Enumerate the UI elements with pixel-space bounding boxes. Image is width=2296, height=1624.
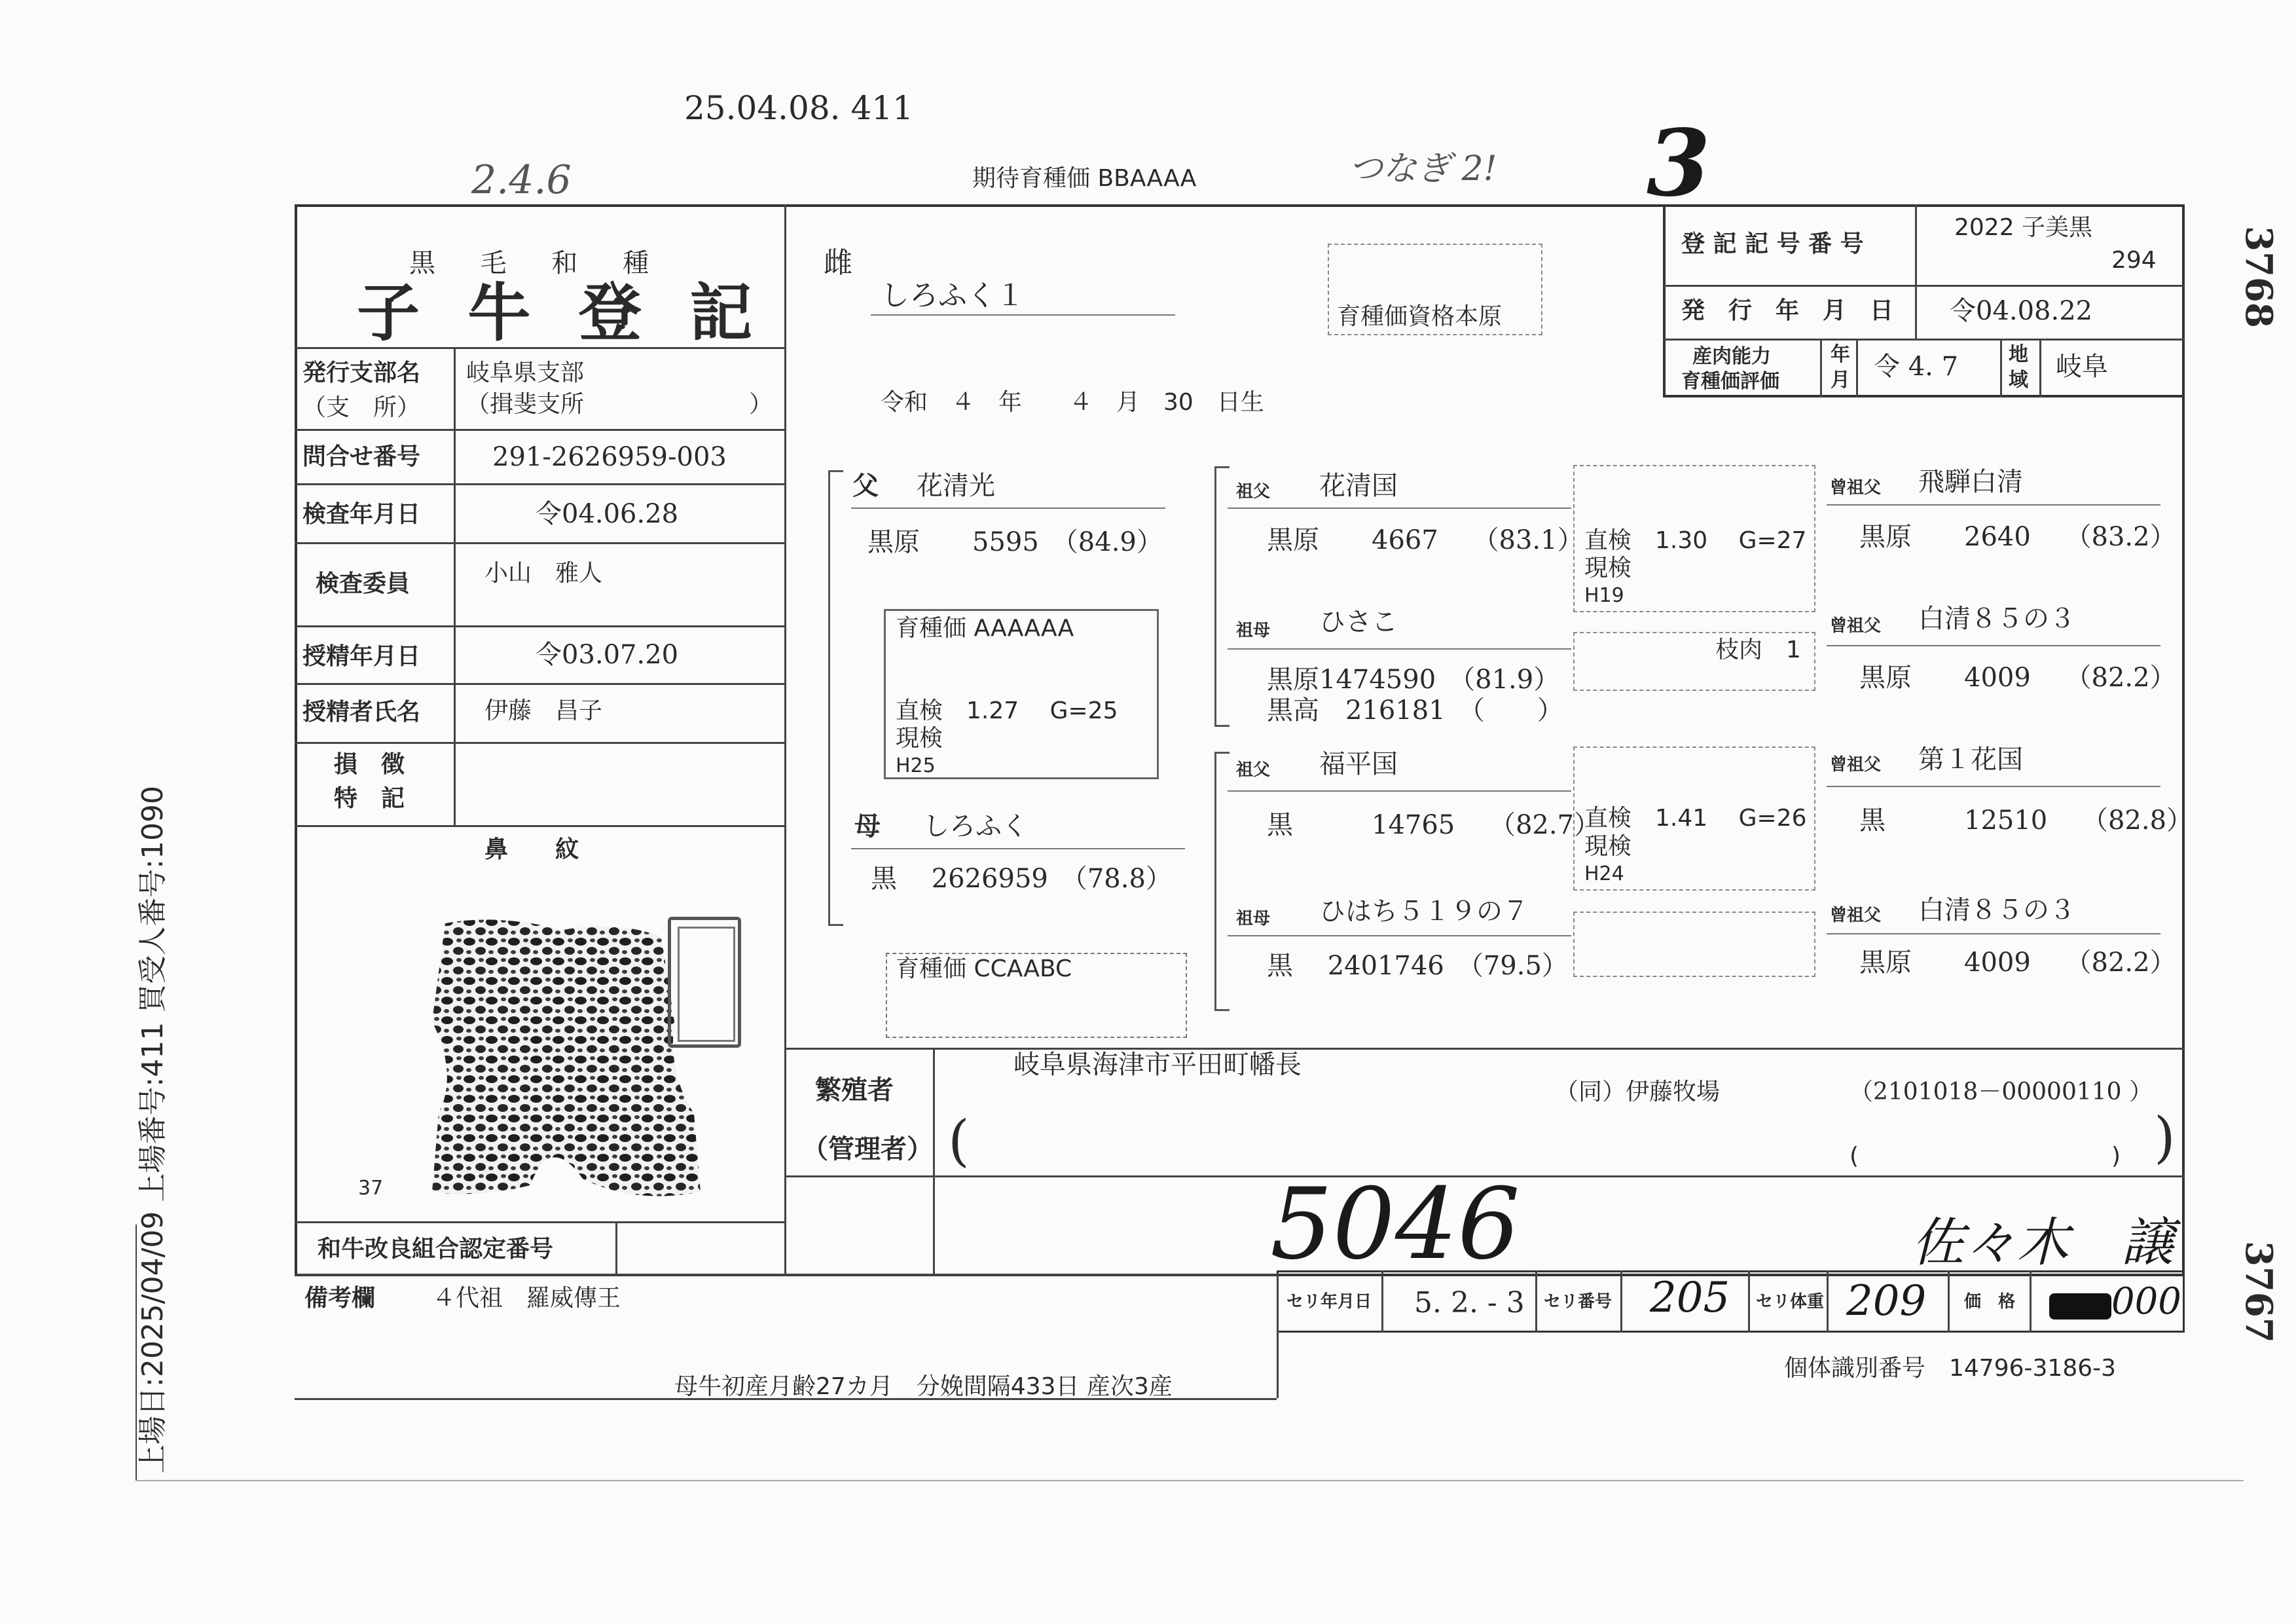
great-grandsire-2-registration: 黒原 4009 （82.2） (1859, 663, 2176, 693)
manager-label: （管理者） (802, 1134, 933, 1164)
handwritten-number: 3 (1647, 110, 1711, 217)
grandsire-1-label: 祖父 (1236, 482, 1271, 502)
defect-label: 損 徴 (334, 751, 405, 778)
official-seal (668, 917, 741, 1048)
issuer-label: 発行支部名 (302, 360, 421, 386)
handwritten-lot-number: 5046 (1270, 1168, 1520, 1282)
region-label-sub: 域 (2009, 369, 2028, 392)
great-grandsire-2-name: 白清８５の３ (1918, 604, 2075, 634)
calf-sex: 雌 (824, 246, 852, 280)
defect-label-sub: 特 記 (334, 785, 405, 812)
breeder-farm: （同）伊藤牧場 (1555, 1079, 1721, 1105)
great-grandsire-1-registration: 黒原 2640 （83.2） (1859, 522, 2176, 552)
registration-number-value: 294 (2111, 247, 2157, 274)
union-label: 和牛改良組合認定番号 (318, 1236, 554, 1263)
birth-date: 令和 ４ 年 ４ 月 30 日生 (881, 389, 1264, 416)
inner-open-parenthesis: ( (1850, 1143, 1859, 1170)
qualification-label: 育種価資格本原 (1337, 303, 1503, 330)
granddam-2-label: 祖母 (1236, 909, 1271, 929)
breeder-label: 繁殖者 (815, 1075, 894, 1105)
granddam-2-registration: 黒 2401746 （79.5） (1267, 951, 1568, 981)
inquiry-number: 291-2626959-003 (492, 442, 727, 472)
handwritten-note-mid: つなぎ 2! (1349, 149, 1497, 189)
auction-row (1277, 1270, 2185, 1333)
inspector-name: 小山 雅人 (484, 560, 603, 587)
registration-number-series: 2022 子美黒 (1954, 214, 2093, 241)
grandsire-2-registration: 黒 14765 （82.7） (1267, 810, 1601, 840)
grandsire-2-direct-check: 直検 1.41 G=26 (1584, 805, 1807, 832)
grandsire-1-direct-check: 直検 1.30 G=27 (1584, 527, 1807, 554)
meat-ability-label-sub: 育種価評価 (1681, 370, 1779, 393)
region-label: 地 (2009, 343, 2028, 366)
inspection-date-label: 検査年月日 (302, 501, 421, 528)
handwritten-buyer-name: 佐々木 譲 (1912, 1212, 2174, 1273)
registration-number-label: 登 記 記 号 番 号 (1681, 231, 1864, 257)
sire-direct-check: 直検 1.27 G=25 (896, 697, 1118, 724)
great-grandsire-4-registration: 黒原 4009 （82.2） (1859, 948, 2176, 978)
dam-label: 母 (854, 811, 881, 841)
eval-month-label: 月 (1831, 369, 1850, 392)
inquiry-label: 問合せ番号 (302, 443, 421, 470)
close-parenthesis: ) (2154, 1105, 2176, 1170)
grandsire-1-registration: 黒原 4667 （83.1） (1267, 525, 1584, 555)
remarks-label: 備考欄 (304, 1285, 376, 1312)
side-number-bottom: 3767 (2237, 1241, 2280, 1343)
side-number-top: 3768 (2237, 226, 2280, 328)
issue-date: 令04.08.22 (1950, 296, 2093, 326)
grandsire-2-name: 福平国 (1319, 749, 1398, 779)
sire-label: 父 (852, 471, 879, 501)
granddam-1-name: ひさこ (1319, 607, 1398, 637)
sire-breeding-value: 育種価 AAAAAA (896, 615, 1074, 642)
evaluation-date: 令 4. 7 (1874, 352, 1959, 382)
issue-date-label: 発 行 年 月 日 (1681, 297, 1894, 324)
granddam-1-registration-2: 黒高 216181 （ ） (1267, 695, 1563, 726)
grandsire-2-label: 祖父 (1236, 760, 1271, 780)
dam-name: しろふく (923, 811, 1028, 841)
great-grandsire-3-registration: 黒 12510 （82.8） (1859, 805, 2193, 836)
granddam-1-registration: 黒原1474590 （81.9） (1267, 665, 1560, 695)
grandsire-1-current-check: 現検 (1584, 555, 1632, 581)
sire-eval-year: H25 (896, 754, 936, 777)
inseminator-name: 伊藤 昌子 (484, 697, 603, 724)
nose-print-label: 鼻 紋 (484, 836, 579, 863)
issuer-branch: （揖斐支所 ） (466, 391, 773, 418)
inspection-date: 令04.06.28 (536, 499, 679, 529)
insemination-date-label: 授精年月日 (302, 643, 421, 670)
date-stamp: 25.04.08. 411 (684, 89, 913, 127)
individual-id: 個体識別番号 14796-3186-3 (1784, 1355, 2117, 1382)
dam-calving-info: 母牛初産月齢27カ月 分娩間隔433日 産次3産 (674, 1373, 1173, 1400)
auction-date-label: セリ年月日 (1286, 1292, 1372, 1312)
granddam-1-label: 祖母 (1236, 621, 1271, 640)
qualification-box (1328, 244, 1542, 335)
certificate-title: 子 牛 登 記 (357, 276, 766, 350)
great-grandsire-2-label: 曾祖父 (1830, 616, 1882, 636)
great-grandsire-3-label: 曾祖父 (1830, 755, 1882, 775)
remarks-value: ４代祖 羅威傳王 (432, 1285, 621, 1312)
open-parenthesis: ( (948, 1109, 970, 1173)
great-grandsire-3-name: 第１花国 (1918, 745, 2023, 775)
granddam-2-name: ひはち５１９の７ (1319, 896, 1529, 927)
auction-price: 000 (2111, 1280, 2181, 1323)
handwritten-note-left: 2.4.6 (471, 157, 572, 203)
auction-date: 5. 2. - 3 (1414, 1286, 1525, 1320)
auction-number: 205 (1650, 1274, 1730, 1322)
breeder-code: （2101018－00000110 ） (1850, 1079, 2153, 1105)
region-value: 岐阜 (2056, 352, 2108, 382)
inner-close-parenthesis: ) (2111, 1143, 2121, 1170)
inspector-label: 検査委員 (316, 570, 410, 597)
calf-name: しろふく１ (881, 279, 1025, 312)
great-grandsire-4-name: 白清８５の３ (1918, 895, 2075, 925)
dam-registration: 黒 2626959 （78.8） (871, 864, 1172, 894)
insemination-date: 令03.07.20 (536, 640, 679, 670)
meat-ability-label: 産肉能力 (1692, 345, 1771, 368)
nose-print-number: 37 (358, 1177, 384, 1200)
great-grandsire-4-label: 曾祖父 (1830, 906, 1882, 925)
expected-breeding-value: 期待育種価 BBAAAA (972, 165, 1197, 192)
eval-year-label: 年 (1831, 343, 1850, 366)
grandsire-2-year: H24 (1584, 862, 1624, 885)
auction-weight: 209 (1846, 1277, 1927, 1325)
inseminator-label: 授精者氏名 (302, 699, 421, 726)
auction-price-label: 価 格 (1964, 1292, 2016, 1312)
breed-label: 黒 毛 和 種 (409, 248, 668, 278)
grandsire-1-year: H19 (1584, 584, 1624, 607)
sire-registration: 黒原 5595 （84.9） (867, 527, 1163, 557)
auction-number-label: セリ番号 (1544, 1292, 1613, 1312)
nose-print-image (419, 917, 707, 1205)
dam-breeding-value: 育種価 CCAABC (896, 955, 1072, 982)
granddam-2-note-box (1573, 912, 1815, 977)
breeder-address: 岐阜県海津市平田町幡長 (1013, 1050, 1302, 1080)
grandsire-1-name: 花清国 (1319, 471, 1398, 501)
auction-side-stamp: 上場日:2025/04/09 上場番号:411 買受人番号:1090 (136, 785, 170, 1473)
great-grandsire-1-label: 曾祖父 (1830, 478, 1882, 498)
auction-weight-label: セリ体重 (1756, 1292, 1825, 1312)
sire-current-check: 現検 (896, 725, 943, 752)
grandsire-2-current-check: 現検 (1584, 833, 1632, 860)
sire-name: 花清光 (917, 471, 995, 501)
issuer-label-sub: （支 所） (302, 394, 421, 421)
price-redaction (2049, 1293, 2111, 1320)
granddam-1-carcass-note: 枝肉 1 (1715, 637, 1801, 663)
great-grandsire-1-name: 飛騨白清 (1918, 467, 2023, 497)
issuer-value: 岐阜県支部 (466, 360, 585, 386)
